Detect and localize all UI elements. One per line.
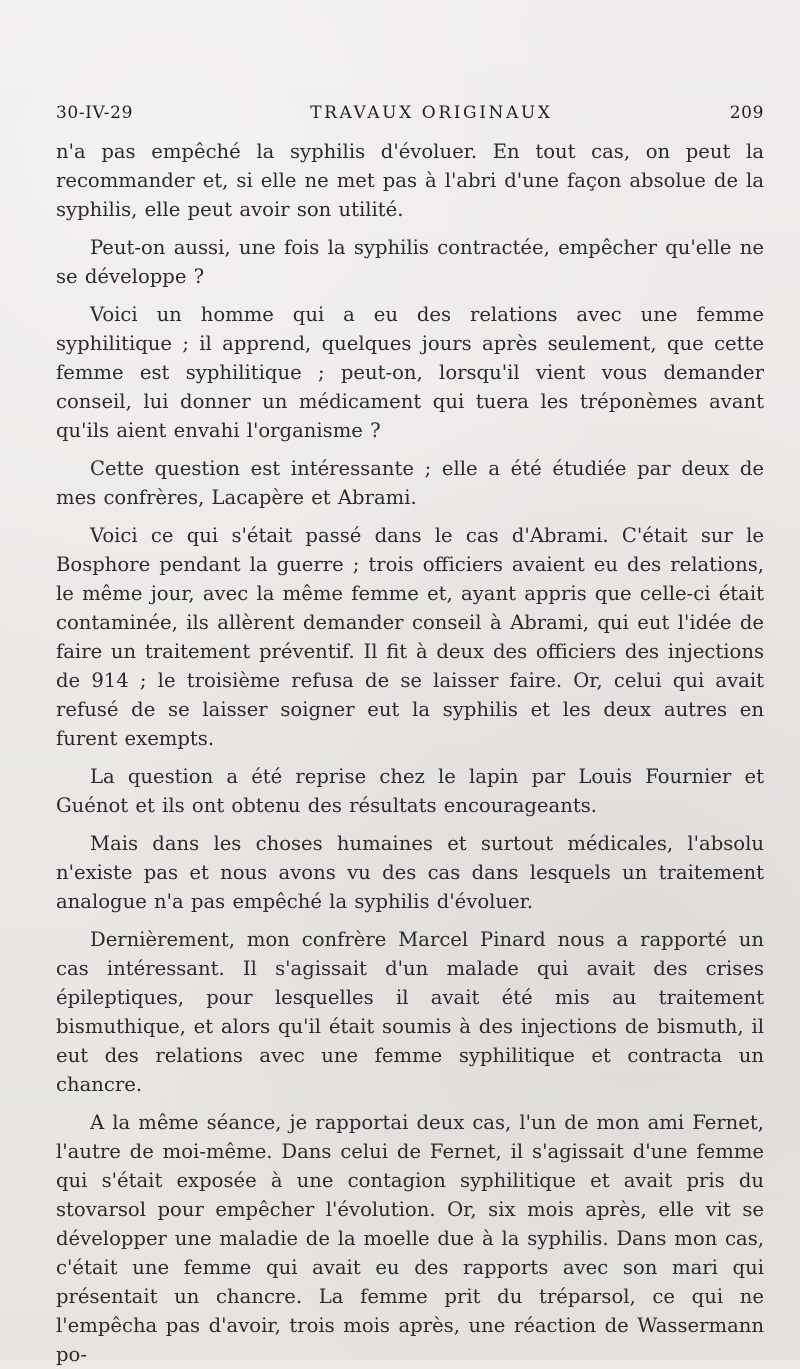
paragraph: n'a pas empêché la syphilis d'évoluer. En tout cas, on peut la recommander et, si elle ne met pas à l'abri d'une façon absolue de la syphilis, elle peut avoir son utilité.: [56, 140, 764, 221]
page-number: 209: [729, 103, 764, 123]
paragraph: Mais dans les choses humaines et surtout médicales, l'absolu n'existe pas et nous avons vu des cas dans lesquels un traitement analogue n'a pas empêché la syphilis d'évoluer.: [56, 832, 764, 913]
paragraph: Cette question est intéressante ; elle a été étudiée par deux de mes confrères, Lacapère et Abrami.: [56, 457, 764, 509]
section-title: TRAVAUX ORIGINAUX: [310, 103, 553, 123]
paragraph: Voici un homme qui a eu des relations avec une femme syphilitique ; il apprend, quelques jours après seulement, que cette femme est syphilitique ; peut-on, lorsqu'il vient vous demander conseil, lui donner un médicament qui tuera les tréponèmes avant qu'ils aient envahi l'organisme ?: [56, 303, 764, 442]
paragraph: Dernièrement, mon confrère Marcel Pinard nous a rapporté un cas intéressant. Il s'agissait d'un malade qui avait des crises épileptiques, pour lesquelles il avait été mis au traitement bismuthique, et alors qu'il était soumis à des injections de bismuth, il eut des relations avec une femme syphilitique et contracta un chancre.: [56, 928, 764, 1096]
running-header: [56, 103, 764, 123]
paragraph: Voici ce qui s'était passé dans le cas d'Abrami. C'était sur le Bosphore pendant la guerre ; trois officiers avaient eu des relations, le même jour, avec la même femme et, ayant appris que celle-ci était contaminée, ils allèrent demander conseil à Abrami, qui eut l'idée de faire un traitement préventif. Il fit à deux des officiers des injections de 914 ; le troisième refusa de se laisser faire. Or, celui qui avait refusé de se laisser soigner eut la syphilis et les deux autres en furent exempts.: [56, 524, 764, 750]
paragraph: A la même séance, je rapportai deux cas, l'un de mon ami Fernet, l'autre de moi-même. Dans celui de Fernet, il s'agissait d'une femme qui s'était exposée à une contagion syphilitique et avait pris du stovarsol pour empêcher l'évolution. Or, six mois après, elle vit se développer une maladie de la moelle due à la syphilis. Dans mon cas, c'était une femme qui avait eu des rapports avec son mari qui présentait un chancre. La femme prit du tréparsol, ce qui ne l'empêcha pas d'avoir, trois mois après, une réaction de Wassermann po-: [56, 1111, 764, 1366]
issue-date: 30-IV-29: [56, 103, 133, 123]
paragraph: La question a été reprise chez le lapin par Louis Fournier et Guénot et ils ont obtenu des résultats encourageants.: [56, 765, 764, 817]
body-text: [56, 137, 764, 1369]
paragraph: Peut-on aussi, une fois la syphilis contractée, empêcher qu'elle ne se développe ?: [56, 236, 764, 288]
